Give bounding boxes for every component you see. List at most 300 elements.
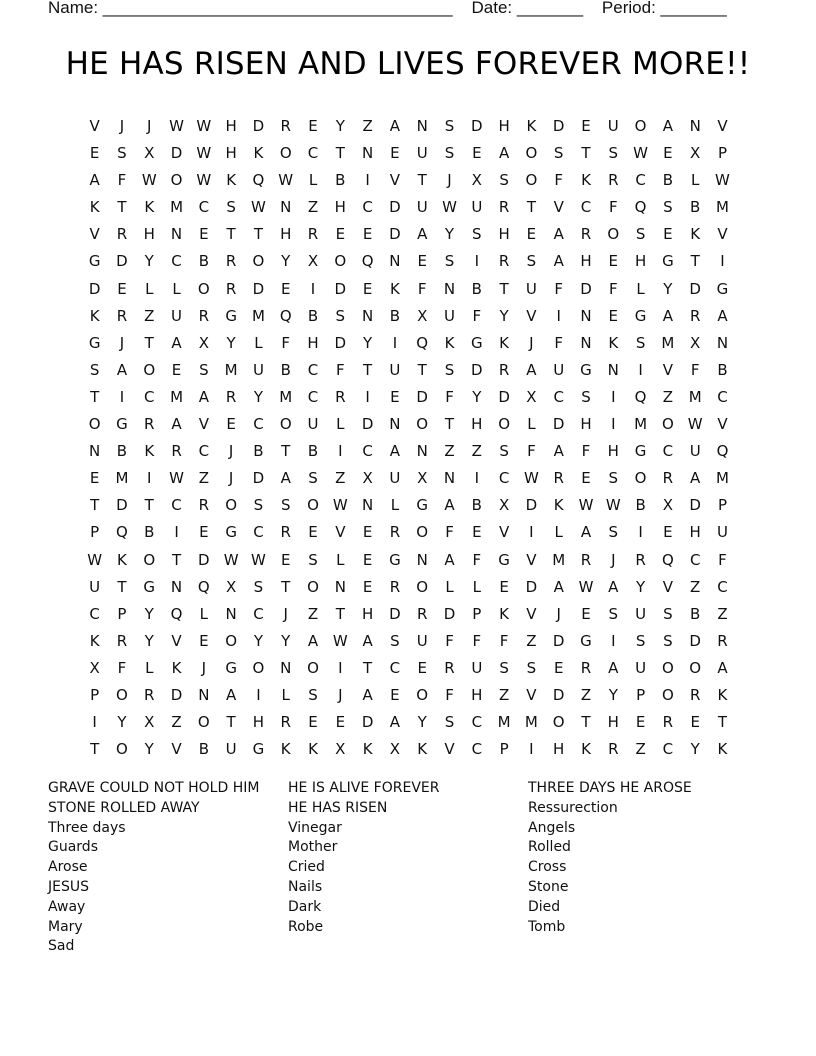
grid-letter: C (635, 171, 646, 190)
grid-letter: S (635, 631, 646, 650)
grid-letter: C (689, 550, 701, 569)
grid-letter: R (662, 713, 674, 732)
grid-letter: E (499, 577, 509, 596)
grid-letter: C (253, 523, 264, 542)
grid-letter: M (716, 469, 729, 488)
grid-letter: S (89, 360, 100, 379)
grid-letter: U (635, 658, 647, 677)
grid-letter: E (335, 225, 346, 244)
grid-letter: N (689, 117, 701, 135)
grid-letter: S (444, 252, 455, 271)
grid-letter: E (417, 658, 427, 677)
grid-letter: R (553, 469, 564, 488)
grid-letter: N (389, 415, 401, 434)
grid-letter: K (499, 333, 510, 352)
grid-letter: D (88, 279, 101, 298)
grid-letter: P (90, 685, 100, 704)
grid-letter: F (718, 550, 727, 569)
grid-letter: H (361, 604, 374, 623)
grid-letter: I (338, 442, 343, 461)
grid-letter: T (581, 713, 591, 732)
grid-letter: A (608, 658, 619, 677)
grid-letter: X (498, 496, 510, 515)
grid-letter: Z (580, 685, 592, 704)
grid-letter: E (335, 713, 346, 732)
grid-letter: R (144, 685, 155, 704)
grid-letter: Z (498, 685, 510, 704)
grid-letter: S (472, 225, 482, 244)
grid-letter: G (225, 306, 237, 325)
grid-letter: D (416, 387, 428, 406)
grid-letter: A (662, 306, 674, 325)
grid-letter: K (89, 198, 100, 217)
grid-letter: F (690, 360, 700, 379)
grid-letter: D (116, 496, 128, 515)
grid-letter: L (172, 279, 181, 298)
grid-letter: F (554, 279, 564, 298)
grid-letter: N (416, 442, 428, 461)
grid-letter: C (717, 577, 728, 596)
grid-letter: M (524, 713, 538, 732)
grid-letter: V (662, 577, 674, 596)
grid-letter: S (117, 144, 127, 163)
grid-letter: O (88, 415, 101, 434)
grid-letter: C (389, 658, 401, 677)
grid-letter: C (362, 198, 373, 217)
grid-letter: R (389, 523, 401, 542)
grid-letter: C (171, 496, 182, 515)
grid-letter: K (444, 333, 455, 352)
grid-letter: I (529, 523, 534, 542)
grid-letter: A (116, 360, 128, 379)
grid-letter: Y (253, 631, 264, 650)
grid-letter: K (717, 685, 728, 704)
grid-letter: T (526, 198, 536, 217)
grid-letter: M (251, 306, 265, 325)
grid-letter: E (362, 225, 373, 244)
grid-letter: R (225, 279, 237, 298)
grid-letter: D (116, 252, 128, 271)
grid-letter: Q (634, 198, 647, 217)
grid-letter: H (553, 740, 565, 759)
grid-letter: I (392, 333, 398, 352)
grid-letter: A (280, 469, 291, 488)
grid-letter: S (280, 496, 291, 515)
grid-letter: B (198, 252, 209, 271)
grid-letter: R (198, 306, 210, 325)
grid-letter: G (88, 252, 101, 271)
word-bank-item: Robe (288, 918, 324, 935)
grid-letter: E (608, 252, 619, 271)
grid-letter: L (308, 171, 318, 190)
grid-letter: A (389, 442, 401, 461)
grid-letter: S (499, 442, 509, 461)
grid-letter: S (663, 631, 673, 650)
grid-letter: W (278, 171, 294, 190)
grid-letter: I (474, 469, 480, 488)
grid-letter: G (416, 496, 429, 515)
grid-letter: O (170, 171, 183, 190)
grid-letter: O (307, 577, 319, 596)
grid-letter: D (498, 387, 510, 406)
grid-letter: Y (144, 631, 154, 650)
grid-letter: Y (144, 252, 154, 271)
grid-letter: E (308, 117, 318, 135)
grid-letter: E (280, 550, 291, 569)
grid-letter: E (472, 523, 482, 542)
grid-letter: F (417, 279, 427, 298)
grid-letter: T (117, 577, 127, 596)
grid-letter: M (688, 387, 702, 406)
grid-letter: L (336, 550, 345, 569)
grid-letter: J (556, 604, 561, 623)
grid-letter: L (281, 685, 290, 704)
grid-letter: D (471, 360, 483, 379)
grid-letter: T (444, 415, 455, 434)
grid-letter: X (307, 252, 319, 271)
grid-letter: Y (144, 740, 154, 759)
grid-letter: D (525, 577, 538, 596)
grid-letter: K (581, 171, 591, 190)
grid-letter: B (389, 306, 401, 325)
grid-letter: C (662, 740, 674, 759)
grid-letter: O (225, 631, 238, 650)
grid-letter: S (663, 604, 673, 623)
grid-letter: O (116, 685, 128, 704)
grid-letter: G (470, 333, 483, 352)
grid-letter: O (197, 279, 210, 298)
word-bank-item: Tomb (528, 918, 566, 935)
grid-letter: R (662, 469, 674, 488)
grid-letter: S (553, 144, 564, 163)
grid-letter: R (498, 360, 510, 379)
student-info-line: Name: _____________________________________ Date: _______ Period: _______ (48, 0, 727, 17)
grid-letter: O (116, 740, 128, 759)
grid-letter: W (605, 496, 621, 515)
grid-letter: S (253, 577, 264, 596)
grid-letter: A (717, 306, 728, 325)
grid-letter: F (608, 279, 618, 298)
grid-letter: D (552, 117, 565, 135)
grid-letter: I (720, 252, 725, 271)
grid-letter: W (523, 469, 539, 488)
grid-letter: I (474, 252, 480, 271)
grid-letter: U (553, 360, 565, 379)
grid-letter: P (117, 604, 127, 623)
word-bank-item: HE IS ALIVE FOREVER (288, 780, 440, 796)
grid-letter: N (198, 685, 210, 704)
grid-letter: X (362, 469, 373, 488)
grid-letter: C (498, 469, 510, 488)
grid-letter: L (445, 577, 454, 596)
word-bank-item: Nails (288, 878, 323, 895)
grid-letter: U (635, 604, 647, 623)
word-bank-item: Stone (528, 878, 569, 895)
grid-letter: A (608, 577, 619, 596)
word-bank (48, 779, 768, 957)
grid-letter: F (281, 333, 291, 352)
grid-letter: G (252, 740, 265, 759)
grid-letter: V (717, 225, 728, 244)
grid-letter: O (416, 523, 429, 542)
grid-letter: E (635, 713, 646, 732)
grid-letter: R (225, 252, 237, 271)
grid-letter: T (690, 252, 700, 271)
grid-letter: T (417, 171, 427, 190)
grid-letter: F (445, 523, 454, 542)
grid-letter: O (416, 577, 429, 596)
grid-letter: C (198, 442, 210, 461)
grid-letter: B (307, 306, 319, 325)
grid-letter: E (417, 252, 427, 271)
grid-letter: F (336, 360, 345, 379)
grid-letter: I (638, 360, 643, 379)
grid-letter: E (199, 523, 209, 542)
grid-letter: K (280, 740, 291, 759)
grid-letter: O (498, 415, 510, 434)
grid-letter: D (580, 279, 592, 298)
grid-letter: X (526, 387, 537, 406)
grid-letter: X (662, 496, 674, 515)
grid-letter: A (307, 631, 319, 650)
grid-letter: X (144, 144, 155, 163)
word-bank-item: Mary (48, 918, 83, 935)
grid-letter: U (225, 740, 237, 759)
grid-letter: L (199, 604, 209, 623)
grid-letter: S (335, 306, 346, 325)
grid-letter: K (717, 740, 728, 759)
grid-letter: F (445, 387, 454, 406)
grid-letter: J (228, 469, 234, 488)
grid-letter: O (307, 658, 319, 677)
grid-letter: S (444, 713, 455, 732)
grid-letter: O (634, 469, 647, 488)
grid-letter: N (716, 333, 729, 352)
grid-letter: G (88, 333, 101, 352)
grid-letter: W (87, 550, 103, 569)
grid-letter: U (525, 279, 537, 298)
grid-letter: A (89, 171, 100, 190)
grid-letter: B (471, 496, 482, 515)
grid-letter: K (171, 658, 182, 677)
grid-letter: W (251, 198, 266, 217)
grid-letter: E (663, 225, 673, 244)
grid-letter: F (472, 306, 482, 325)
grid-letter: L (472, 577, 481, 596)
grid-letter: S (526, 658, 537, 677)
grid-letter: Y (690, 740, 700, 759)
grid-letter: Z (444, 442, 455, 461)
grid-letter: Z (198, 469, 209, 488)
grid-letter: N (362, 306, 374, 325)
grid-letter: E (390, 144, 400, 163)
grid-letter: U (389, 469, 401, 488)
grid-letter: M (634, 415, 648, 434)
grid-letter: K (553, 496, 564, 515)
grid-letter: O (689, 658, 702, 677)
grid-letter: V (717, 117, 728, 135)
grid-letter: A (553, 225, 564, 244)
grid-letter: C (362, 442, 373, 461)
grid-letter: N (580, 333, 592, 352)
grid-letter: O (143, 360, 156, 379)
grid-letter: R (116, 631, 128, 650)
grid-letter: Z (335, 469, 346, 488)
grid-letter: A (553, 442, 564, 461)
grid-letter: W (578, 496, 594, 515)
grid-letter: J (338, 685, 343, 704)
grid-letter: G (634, 442, 647, 461)
grid-letter: V (389, 171, 401, 190)
grid-letter: O (334, 252, 347, 271)
grid-letter: T (335, 604, 345, 623)
grid-letter: T (335, 144, 345, 163)
grid-letter: X (471, 171, 482, 190)
grid-letter: U (689, 442, 701, 461)
grid-letter: H (225, 144, 237, 163)
grid-letter: C (307, 144, 319, 163)
grid-letter: E (390, 685, 400, 704)
grid-letter: D (443, 604, 456, 623)
grid-letter: Q (416, 333, 429, 352)
grid-letter: E (199, 631, 209, 650)
grid-letter: G (116, 415, 128, 434)
grid-letter: K (499, 604, 510, 623)
grid-letter: D (252, 279, 265, 298)
grid-letter: M (661, 333, 675, 352)
grid-letter: V (171, 631, 182, 650)
grid-letter: Y (144, 604, 154, 623)
grid-letter: K (362, 740, 373, 759)
grid-letter: I (147, 469, 152, 488)
grid-letter: Q (197, 577, 210, 596)
grid-letter: H (607, 713, 619, 732)
grid-letter: D (552, 415, 565, 434)
grid-letter: Q (170, 604, 183, 623)
grid-letter: M (716, 198, 729, 217)
grid-letter: R (144, 415, 155, 434)
grid-letter: E (690, 713, 700, 732)
grid-letter: C (580, 198, 592, 217)
grid-letter: W (196, 117, 212, 135)
grid-letter: F (554, 171, 564, 190)
grid-letter: U (89, 577, 101, 596)
word-bank-item: Cross (528, 859, 567, 876)
grid-letter: G (498, 550, 510, 569)
grid-letter: O (197, 713, 210, 732)
grid-letter: Z (690, 577, 701, 596)
grid-letter: N (416, 117, 428, 135)
grid-letter: R (171, 442, 182, 461)
grid-letter: I (556, 306, 561, 325)
grid-letter: J (283, 604, 288, 623)
grid-letter: U (444, 306, 455, 325)
grid-letter: R (116, 306, 128, 325)
grid-letter: E (526, 225, 537, 244)
grid-letter: O (661, 685, 674, 704)
grid-letter: A (717, 658, 728, 677)
grid-letter: L (254, 333, 263, 352)
grid-letter: J (119, 117, 125, 135)
grid-letter: T (144, 333, 154, 352)
grid-letter: T (226, 713, 236, 732)
grid-letter: F (117, 171, 127, 190)
grid-letter: R (335, 387, 346, 406)
grid-letter: Q (252, 171, 265, 190)
grid-letter: I (611, 631, 616, 650)
grid-letter: I (92, 713, 97, 732)
grid-letter: N (389, 252, 401, 271)
grid-letter: F (472, 550, 482, 569)
grid-letter: N (280, 198, 292, 217)
grid-letter: N (443, 469, 456, 488)
grid-letter: E (663, 523, 673, 542)
grid-letter: E (362, 523, 373, 542)
grid-letter: R (280, 523, 291, 542)
grid-letter: W (687, 415, 703, 434)
grid-letter: T (281, 577, 291, 596)
grid-letter: Y (636, 577, 646, 596)
grid-letter: A (553, 577, 564, 596)
grid-letter: G (662, 252, 674, 271)
grid-letter: Y (608, 685, 618, 704)
grid-letter: R (389, 577, 401, 596)
grid-letter: F (445, 631, 454, 650)
grid-letter: J (447, 171, 452, 190)
grid-letter: B (307, 442, 319, 461)
grid-letter: Q (361, 252, 374, 271)
grid-letter: T (363, 658, 373, 677)
grid-letter: B (198, 740, 209, 759)
grid-letter: V (444, 740, 455, 759)
grid-letter: M (552, 550, 566, 569)
grid-letter: C (553, 387, 564, 406)
grid-letter: I (310, 279, 316, 298)
grid-letter: S (308, 550, 318, 569)
grid-letter: E (663, 144, 673, 163)
grid-letter: C (171, 252, 182, 271)
grid-letter: K (144, 442, 155, 461)
grid-letter: N (280, 658, 292, 677)
grid-letter: E (581, 604, 591, 623)
grid-letter: A (444, 550, 455, 569)
grid-letter: I (638, 523, 643, 542)
grid-letter: I (611, 387, 616, 406)
grid-letter: S (608, 469, 619, 488)
grid-letter: Y (417, 713, 427, 732)
grid-letter: I (256, 685, 261, 704)
grid-letter: U (607, 117, 619, 135)
grid-letter: N (362, 144, 374, 163)
word-bank-item: HE HAS RISEN (288, 799, 388, 816)
grid-letter: V (526, 685, 537, 704)
grid-letter: Z (307, 198, 319, 217)
grid-letter: W (169, 117, 184, 135)
grid-letter: E (117, 279, 127, 298)
grid-letter: E (226, 415, 236, 434)
grid-letter: E (171, 360, 182, 379)
grid-letter: H (143, 225, 155, 244)
grid-letter: D (552, 631, 565, 650)
grid-letter: N (416, 550, 428, 569)
grid-letter: C (717, 387, 728, 406)
grid-letter: I (174, 523, 179, 542)
grid-letter: H (280, 225, 292, 244)
grid-letter: D (389, 604, 401, 623)
grid-letter: R (280, 713, 291, 732)
grid-letter: N (89, 442, 101, 461)
grid-letter: G (580, 360, 592, 379)
